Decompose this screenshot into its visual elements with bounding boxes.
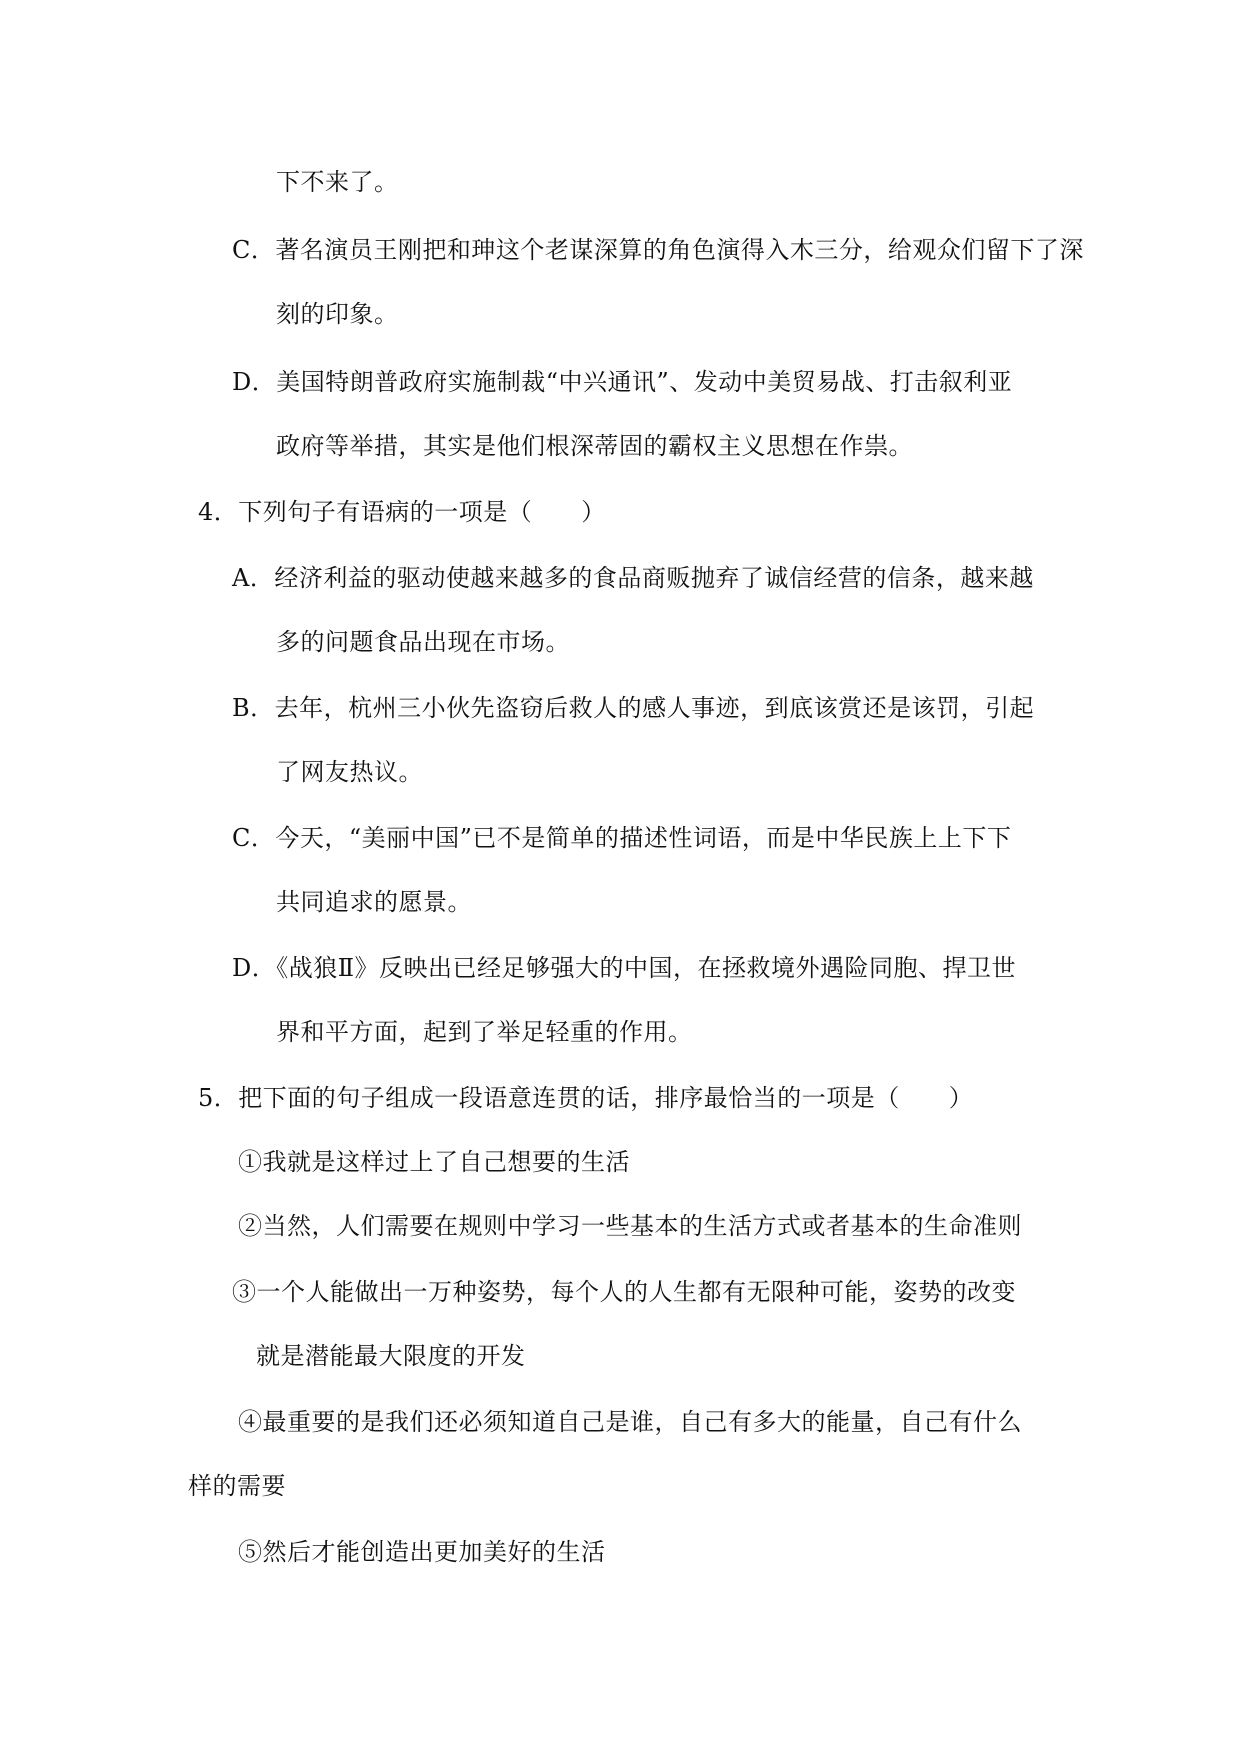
q4-option-d-line2: 界和平方面，起到了举足轻重的作用。 [276, 1018, 693, 1046]
q5-sentence-3-line1: ③一个人能做出一万种姿势，每个人的人生都有无限种可能，姿势的改变 [232, 1278, 1016, 1306]
q4-option-a-line2: 多的问题食品出现在市场。 [276, 628, 570, 656]
q4-option-c-line2: 共同追求的愿景。 [276, 888, 472, 916]
q4-question-stem: 4．下列句子有语病的一项是（ ） [198, 498, 606, 526]
q4-option-b-line2: 了网友热议。 [276, 758, 423, 786]
q5-sentence-1: ①我就是这样过上了自己想要的生活 [238, 1148, 630, 1176]
q5-sentence-4-line1: ④最重要的是我们还必须知道自己是谁，自己有多大的能量，自己有什么 [238, 1408, 1022, 1436]
q4-option-d-line1: D．《战狼Ⅱ》反映出已经足够强大的中国，在拯救境外遇险同胞、捍卫世 [232, 954, 1017, 982]
q4-option-a-line1: A．经济利益的驱动使越来越多的食品商贩抛弃了诚信经营的信条，越来越 [232, 564, 1034, 592]
q3-option-c-line2: 刻的印象。 [276, 300, 399, 328]
q4-option-c-line1: C．今天，“美丽中国”已不是简单的描述性词语，而是中华民族上上下下 [232, 824, 1012, 852]
q5-question-stem: 5．把下面的句子组成一段语意连贯的话，排序最恰当的一项是（ ） [198, 1084, 974, 1112]
q3-option-c-line1: C．著名演员王刚把和珅这个老谋深算的角色演得入木三分，给观众们留下了深 [232, 236, 1084, 264]
q3-option-b-continuation: 下不来了。 [276, 168, 399, 196]
q3-option-d-line2: 政府等举措，其实是他们根深蒂固的霸权主义思想在作祟。 [276, 432, 913, 460]
q3-option-d-line1: D．美国特朗普政府实施制裁“中兴通讯”、发动中美贸易战、打击叙利亚 [232, 368, 1013, 396]
q5-sentence-3-line2: 就是潜能最大限度的开发 [256, 1342, 526, 1370]
q4-option-b-line1: B．去年，杭州三小伙先盗窃后救人的感人事迹，到底该赏还是该罚，引起 [232, 694, 1035, 722]
q5-sentence-4-line2: 样的需要 [188, 1472, 286, 1500]
q5-sentence-2: ②当然，人们需要在规则中学习一些基本的生活方式或者基本的生命准则 [238, 1212, 1022, 1240]
q5-sentence-5: ⑤然后才能创造出更加美好的生活 [238, 1538, 606, 1566]
